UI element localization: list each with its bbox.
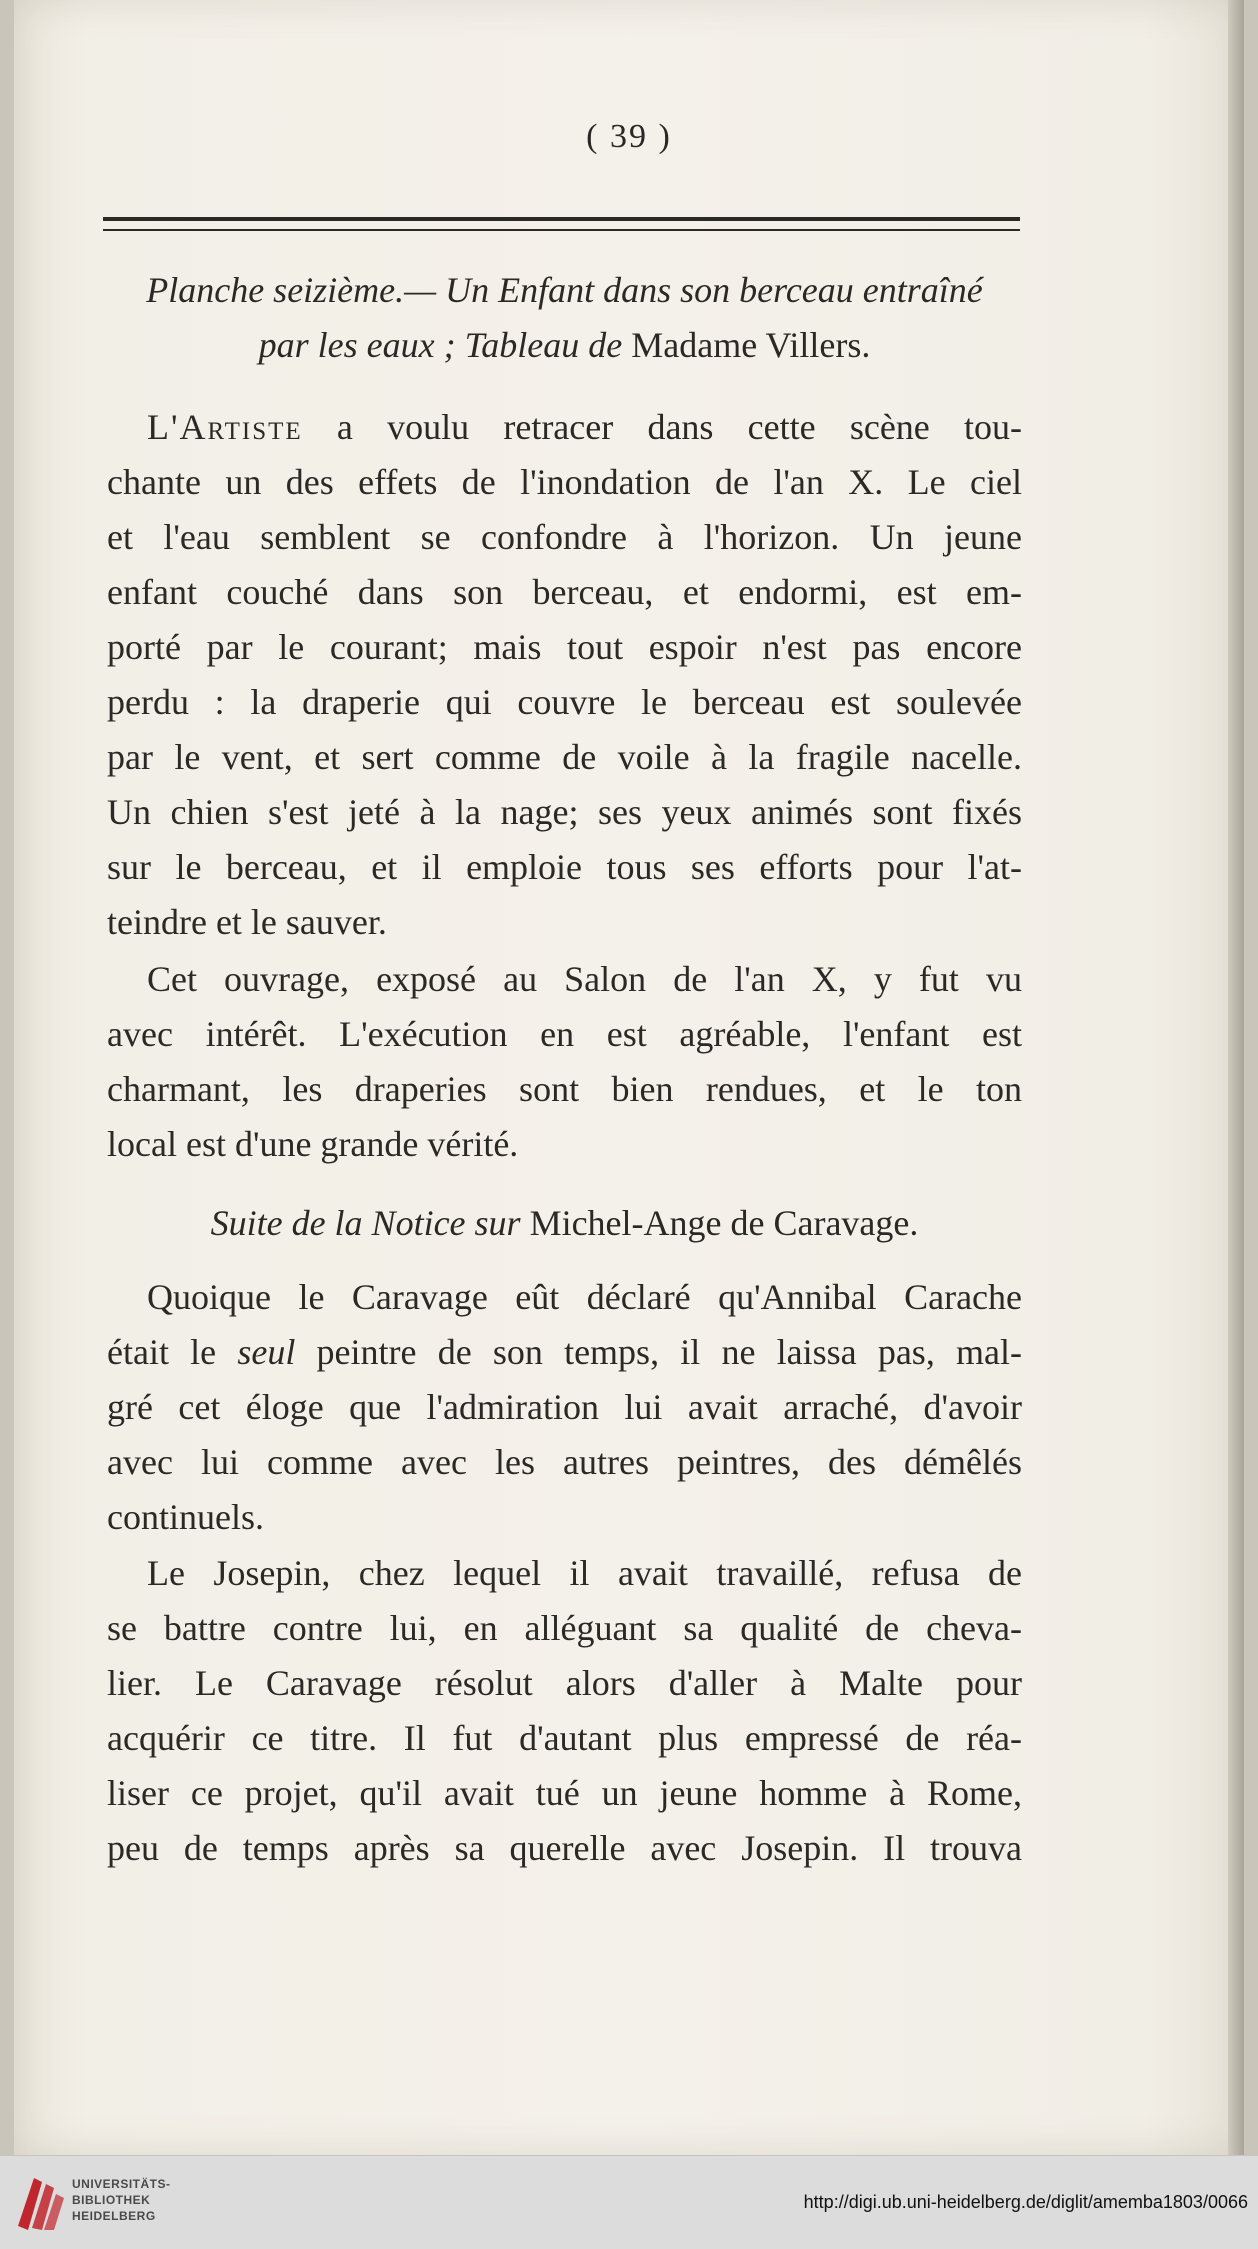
text-line: local est d'une grande vérité. bbox=[107, 1124, 519, 1164]
text-line: était le seul peintre de son temps, il ne laissa pas, mal- bbox=[107, 1332, 1022, 1372]
text-line: charmant, les draperies sont bien rendues, et le ton bbox=[107, 1069, 1022, 1109]
text-line: sur le berceau, et il emploie tous ses efforts pour l'at- bbox=[107, 847, 1022, 887]
text-line: Le Josepin, chez lequel il avait travaillé, refusa de bbox=[147, 1553, 1022, 1593]
text-line: acquérir ce titre. Il fut d'autant plus empressé de réa- bbox=[107, 1718, 1022, 1758]
digitization-footer bbox=[0, 2155, 1258, 2249]
paragraph-artist-description bbox=[107, 400, 1022, 950]
text-line: et l'eau semblent se confondre à l'horizon. Un jeune bbox=[107, 517, 1022, 557]
heading-line: Planche seizième.— Un Enfant dans son berceau entraîné bbox=[146, 270, 983, 310]
ub-heidelberg-logo-icon bbox=[14, 2172, 66, 2232]
text-line: enfant couché dans son berceau, et endormi, est em- bbox=[107, 572, 1022, 612]
source-url-link[interactable]: http://digi.ub.uni-heidelberg.de/diglit/amemba1803/0066 bbox=[803, 2192, 1248, 2212]
heading-line: par les eaux ; Tableau de Madame Villers. bbox=[258, 325, 871, 365]
text-line: avec intérêt. L'exécution en est agréable, l'enfant est bbox=[107, 1014, 1022, 1054]
paragraph-josepin-malta bbox=[107, 1546, 1022, 1876]
text-line: Cet ouvrage, exposé au Salon de l'an X, y fut vu bbox=[147, 959, 1022, 999]
text-line: chante un des effets de l'inondation de l'an X. Le ciel bbox=[107, 462, 1022, 502]
page-number: ( 39 ) bbox=[586, 118, 672, 155]
text-line: Quoique le Caravage eût déclaré qu'Annibal Carache bbox=[147, 1277, 1022, 1317]
library-name: UNIVERSITÄTS- BIBLIOTHEK HEIDELBERG bbox=[72, 2177, 171, 2223]
subheading-line: Suite de la Notice sur Michel-Ange de Caravage. bbox=[210, 1203, 919, 1243]
text-line: L'Artiste a voulu retracer dans cette scène tou- bbox=[147, 407, 1022, 447]
paragraph-salon-reception bbox=[107, 952, 1022, 1172]
text-line: continuels. bbox=[107, 1497, 264, 1537]
text-line: lier. Le Caravage résolut alors d'aller à Malte pour bbox=[107, 1663, 1022, 1703]
plate-heading bbox=[107, 263, 1022, 373]
header-rule-thick bbox=[103, 217, 1020, 221]
text-line: se battre contre lui, en alléguant sa qualité de cheva- bbox=[107, 1608, 1022, 1648]
text-line: porté par le courant; mais tout espoir n'est pas encore bbox=[107, 627, 1022, 667]
section-subheading bbox=[107, 1196, 1022, 1251]
text-line: teindre et le sauver. bbox=[107, 902, 387, 942]
text-line: gré cet éloge que l'admiration lui avait arraché, d'avoir bbox=[107, 1387, 1022, 1427]
text-line: Un chien s'est jeté à la nage; ses yeux animés sont fixés bbox=[107, 792, 1022, 832]
text-line: peu de temps après sa querelle avec Josepin. Il trouva bbox=[107, 1828, 1022, 1868]
header-rule-thin bbox=[103, 229, 1020, 231]
text-line: perdu : la draperie qui couvre le berceau est soulevée bbox=[107, 682, 1022, 722]
text-line: par le vent, et sert comme de voile à la fragile nacelle. bbox=[107, 737, 1022, 777]
page-edge bbox=[1228, 0, 1244, 2155]
text-line: liser ce projet, qu'il avait tué un jeune homme à Rome, bbox=[107, 1773, 1022, 1813]
text-line: avec lui comme avec les autres peintres, des démêlés bbox=[107, 1442, 1022, 1482]
paragraph-caravage-carache bbox=[107, 1270, 1022, 1545]
